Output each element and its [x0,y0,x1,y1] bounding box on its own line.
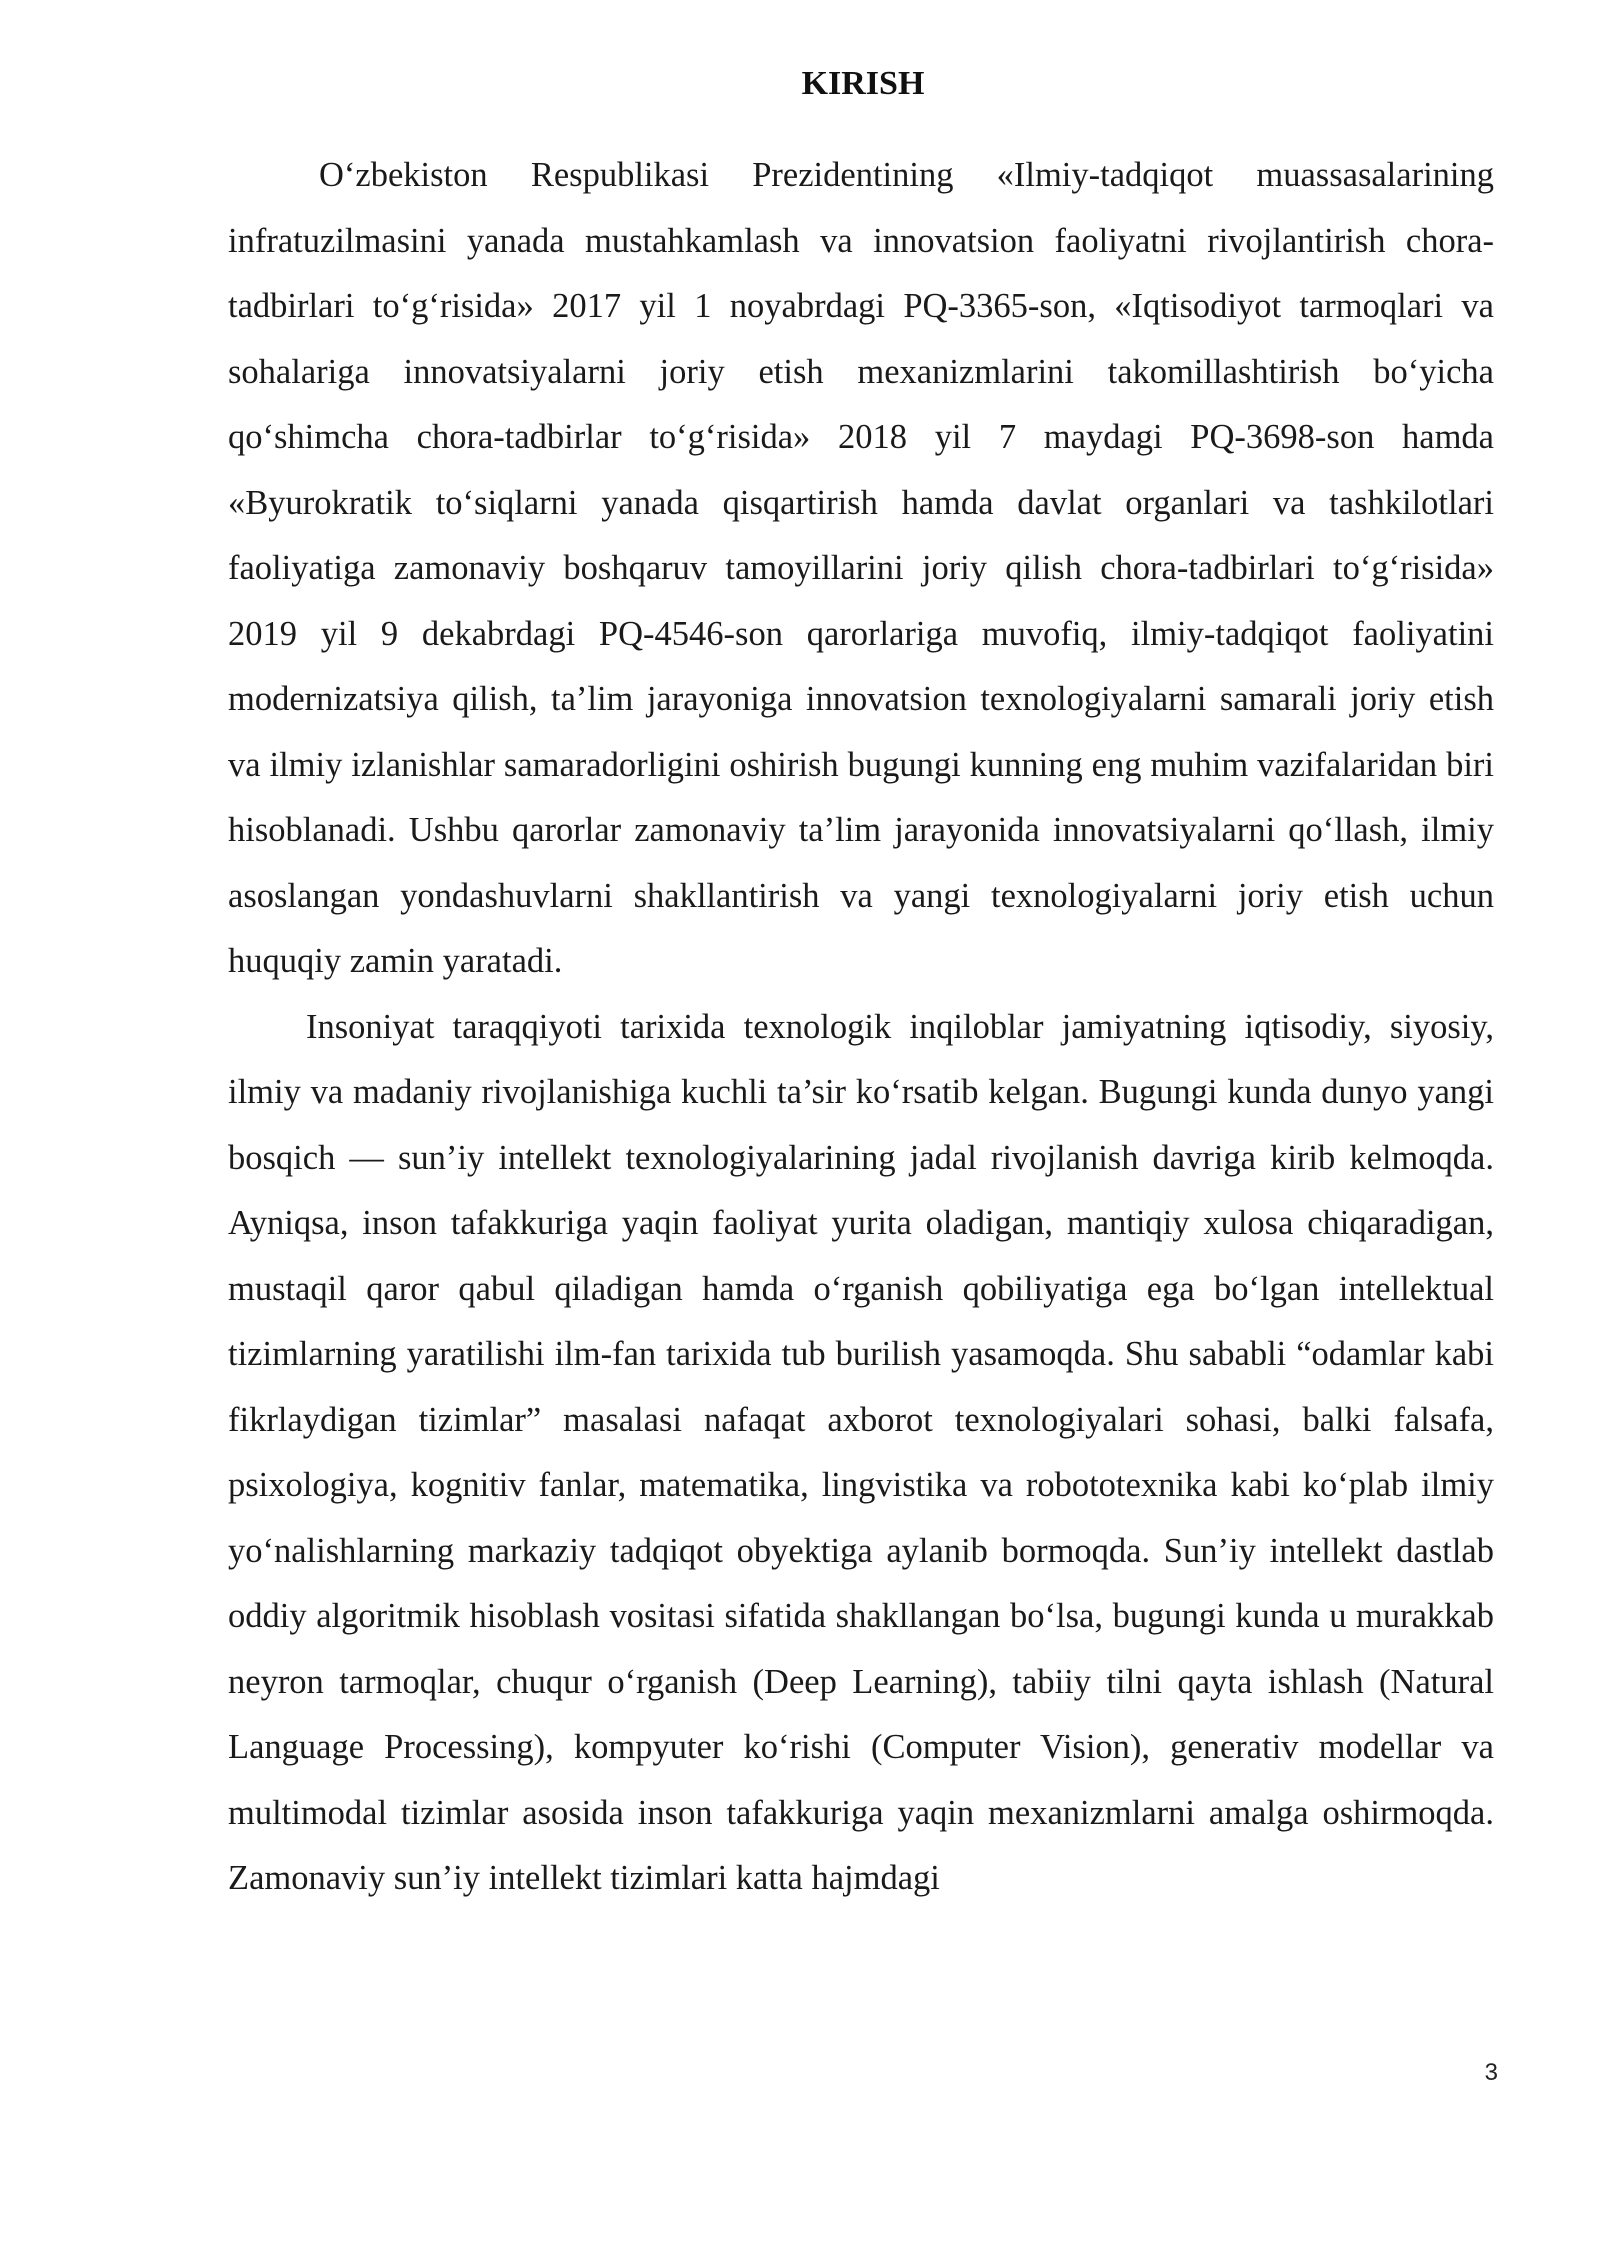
document-body [228,143,1494,1912]
paragraph-decrees: O‘zbekiston Respublikasi Prezidentining «Ilmiy-tadqiqot muassasalarining infratuzilmasini yanada mustahkamlash va innovatsion faoliyatni rivojlantirish chora-tadbirlari to‘g‘risida» 2017 yil 1 noyabrdagi PQ-3365-son, «Iqtisodiyot tarmoqlari va sohalariga innovatsiyalarni joriy etish mexanizmlarini takomillashtirish bo‘yicha qo‘shimcha chora-tadbirlar to‘g‘risida» 2018 yil 7 maydagi PQ-3698-son hamda «Byurokratik to‘siqlarni yanada qisqartirish hamda davlat organlari va tashkilotlari faoliyatiga zamonaviy boshqaruv tamoyillarini joriy qilish chora-tadbirlari to‘g‘risida» 2019 yil 9 dekabrdagi PQ-4546-son qarorlariga muvofiq, ilmiy-tadqiqot faoliyatini modernizatsiya qilish, ta’lim jarayoniga innovatsion texnologiyalarni samarali joriy etish va ilmiy izlanishlar samaradorligini oshirish bugungi kunning eng muhim vazifalaridan biri hisoblanadi. Ushbu qarorlar zamonaviy ta’lim jarayonida innovatsiyalarni qo‘llash, ilmiy asoslangan yondashuvlarni shakllantirish va yangi texnologiyalarni joriy etish uchun huquqiy zamin yaratadi. [228,156,1494,980]
page-title: KIRISH [801,65,925,102]
page-number: 3 [1484,2059,1498,2086]
paragraph-ai-introduction: Insoniyat taraqqiyoti tarixida texnologik inqiloblar jamiyatning iqtisodiy, siyosiy, ilmiy va madaniy rivojlanishiga kuchli ta’sir ko‘rsatib kelgan. Bugungi kunda dunyo yangi bosqich — sun’iy intellekt texnologiyalarining jadal rivojlanish davriga kirib kelmoqda. Ayniqsa, inson tafakkuriga yaqin faoliyat yurita oladigan, mantiqiy xulosa chiqaradigan, mustaqil qaror qabul qiladigan hamda o‘rganish qobiliyatiga ega bo‘lgan intellektual tizimlarning yaratilishi ilm-fan tarixida tub burilish yasamoqda. Shu sababli “odamlar kabi fikrlaydigan tizimlar” masalasi nafaqat axborot texnologiyalari sohasi, balki falsafa, psixologiya, kognitiv fanlar, matematika, lingvistika va robototexnika kabi ko‘plab ilmiy yo‘nalishlarning markaziy tadqiqot obyektiga aylanib bormoqda. Sun’iy intellekt dastlab oddiy algoritmik hisoblash vositasi sifatida shakllangan bo‘lsa, bugungi kunda u murakkab neyron tarmoqlar, chuqur o‘rganish (Deep Learning), tabiiy tilni qayta ishlash (Natural Language Processing), kompyuter ko‘rishi (Computer Vision), generativ modellar va multimodal tizimlar asosida inson tafakkuriga yaqin mexanizmlarni amalga oshirmoqda. Zamonaviy sun’iy intellekt tizimlari katta hajmdagi [228,1007,1494,1897]
